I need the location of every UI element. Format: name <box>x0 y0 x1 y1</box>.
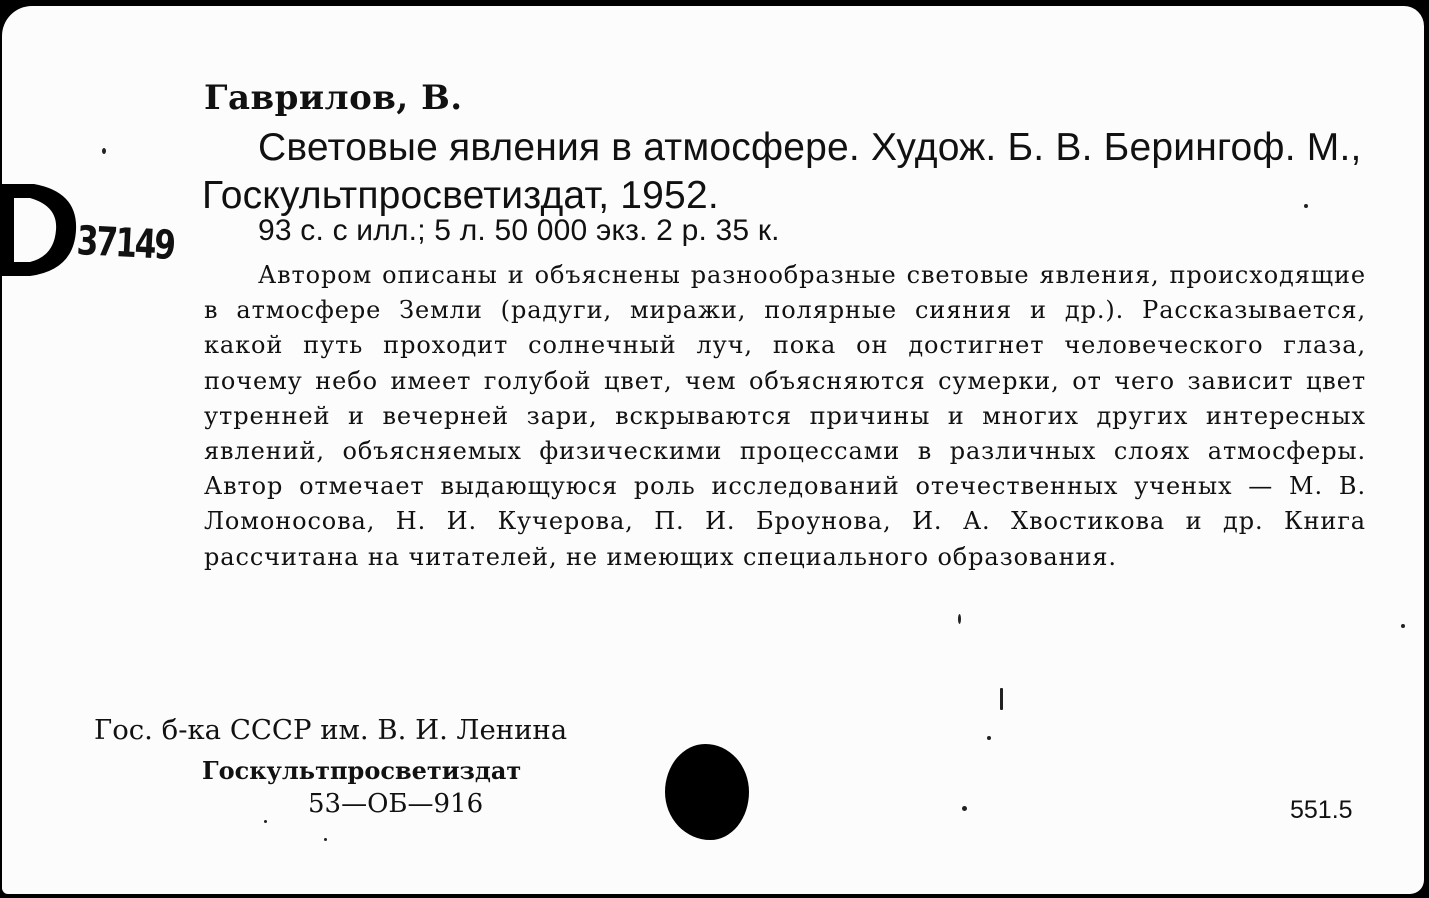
ink-speck <box>1401 624 1405 628</box>
annotation-text: Автором описаны и объяснены разнообразные световые явления, происходящие в атмосфере Земли (радуги, миражи, полярные сияния и др.). Рассказывается, какой путь проходит солнечный луч, пока он достигнет человеческого глаза, почему небо имеет голубой цвет, чем объясняются сумерки, от чего зависит цвет утренней и вечерней зари, вскрываются причины и многих других интересных явлений, объясняемых физическими процессами в различных слоях атмосферы. Автор отмечает выдающуюся роль исследований отечественных ученых — М. В. Ломоносова, Н. И. Кучерова, П. И. Броунова, И. А. Хвостикова и др. Книга рассчитана на читателей, не имеющих специального образования. <box>204 261 1366 571</box>
ink-speck <box>1000 688 1003 710</box>
library-stamp-mark <box>2 184 78 276</box>
handwritten-accession-number: 37149 <box>75 218 175 270</box>
ink-speck <box>324 838 327 841</box>
card-code: 53—ОБ—916 <box>308 789 484 819</box>
ink-speck <box>1304 204 1308 208</box>
author-heading: Гаврилов, В. <box>204 78 463 118</box>
library-line: Гос. б-ка СССР им. В. И. Ленина <box>94 714 568 746</box>
ink-speck <box>987 736 991 740</box>
punch-hole <box>665 744 749 840</box>
udc-classification: 551.5 <box>1290 796 1353 824</box>
physical-description: 93 с. с илл.; 5 л. 50 000 экз. 2 р. 35 к. <box>258 214 780 247</box>
ink-speck <box>102 148 106 154</box>
ink-speck <box>962 806 967 811</box>
ink-speck <box>264 820 267 823</box>
ink-speck <box>958 614 961 624</box>
book-title: Световые явления в атмосфере. Худож. Б. В. Берингоф. М., Госкультпросветиздат, 1952. <box>202 126 1362 217</box>
catalog-card <box>2 6 1424 894</box>
publisher-line: Госкультпросветиздат <box>202 756 522 785</box>
